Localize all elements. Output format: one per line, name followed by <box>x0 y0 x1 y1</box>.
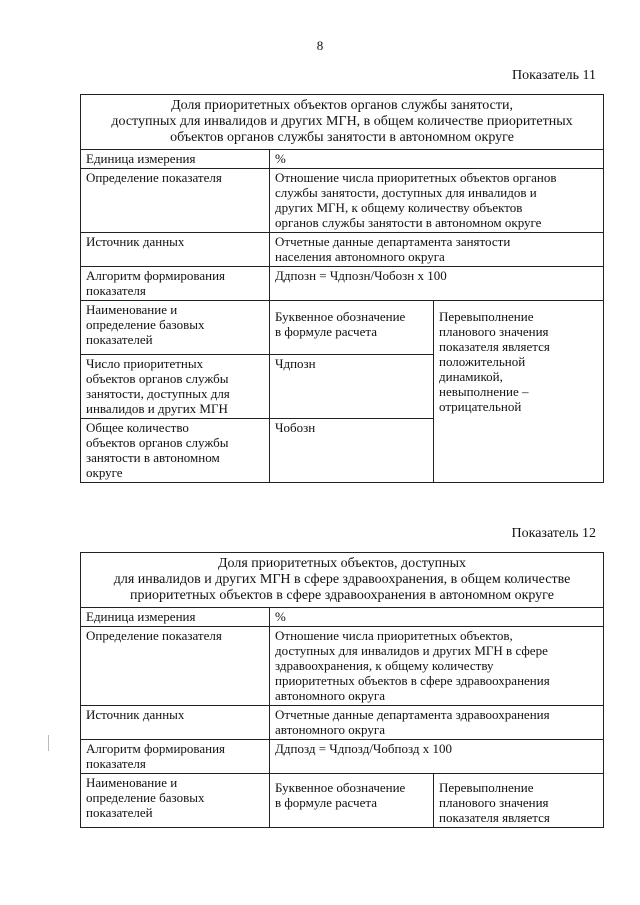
indicator-11-label: Показатель 11 <box>512 68 596 83</box>
base-item-name: Число приоритетных объектов органов службы занятости, доступных для инвалидов и других МГН <box>81 355 270 419</box>
base-item-name: Общее количество объектов органов службы занятости в автономном округе <box>81 419 270 483</box>
margin-mark <box>48 735 49 751</box>
unit-label: Единица измерения <box>81 150 270 169</box>
indicator-12-algorithm-row <box>81 740 604 774</box>
base-name-header: Наименование и определение базовых показателей <box>81 301 270 355</box>
unit-label: Единица измерения <box>81 608 270 627</box>
definition-value: Отношение числа приоритетных объектов, доступных для инвалидов и других МГН в сфере здравоохранения, к общему количеству приоритетных объектов в сфере здравоохранения автономного округа <box>270 627 604 706</box>
source-label: Источник данных <box>81 233 270 267</box>
unit-value: % <box>270 608 604 627</box>
algorithm-formula: Ддпозд = Чдпозд/Чобпозд х 100 <box>270 740 604 774</box>
base-item-symbol: Чдпозн <box>270 355 434 419</box>
indicator-11-title-row <box>81 95 604 150</box>
algorithm-label: Алгоритм формирования показателя <box>81 740 270 774</box>
indicator-12-definition-row <box>81 627 604 706</box>
source-value: Отчетные данные департамента занятости населения автономного округа <box>270 233 604 267</box>
indicator-11-source-row <box>81 233 604 267</box>
base-item-symbol: Чобозн <box>270 419 434 483</box>
definition-label: Определение показателя <box>81 169 270 233</box>
page-number: 8 <box>316 38 324 53</box>
indicator-12-title-row <box>81 553 604 608</box>
base-symbol-header: Буквенное обозначение в формуле расчета <box>270 301 434 355</box>
indicator-11-unit-row <box>81 150 604 169</box>
indicator-12-base-header-row <box>81 774 604 828</box>
indicator-12-unit-row <box>81 608 604 627</box>
base-note: Перевыполнение планового значения показателя является <box>434 774 604 828</box>
indicator-12-source-row <box>81 706 604 740</box>
indicator-12-label: Показатель 12 <box>511 526 596 541</box>
indicator-11-algorithm-row <box>81 267 604 301</box>
unit-value: % <box>270 150 604 169</box>
definition-value: Отношение числа приоритетных объектов органов службы занятости, доступных для инвалидов и других МГН, к общему количеству объектов органов службы занятости в автономном округе <box>270 169 604 233</box>
indicator-12-table <box>80 552 604 828</box>
base-note: Перевыполнение планового значения показателя является положительной динамикой, невыполнение – отрицательной <box>434 301 604 483</box>
indicator-12-title: Доля приоритетных объектов, доступных для инвалидов и других МГН в сфере здравоохранения, в общем количестве приоритетных объектов в сфере здравоохранения в автономном округе <box>81 553 604 608</box>
source-value: Отчетные данные департамента здравоохранения автономного округа <box>270 706 604 740</box>
algorithm-formula: Ддпозн = Чдпозн/Чобозн х 100 <box>270 267 604 301</box>
base-symbol-header: Буквенное обозначение в формуле расчета <box>270 774 434 828</box>
indicator-11-definition-row <box>81 169 604 233</box>
definition-label: Определение показателя <box>81 627 270 706</box>
indicator-11-table <box>80 94 604 483</box>
source-label: Источник данных <box>81 706 270 740</box>
indicator-11-title: Доля приоритетных объектов органов службы занятости, доступных для инвалидов и других МГН, в общем количестве приоритетных объектов органов службы занятости в автономном округе <box>81 95 604 150</box>
algorithm-label: Алгоритм формирования показателя <box>81 267 270 301</box>
base-name-header: Наименование и определение базовых показателей <box>81 774 270 828</box>
indicator-11-base-header-row <box>81 301 604 355</box>
